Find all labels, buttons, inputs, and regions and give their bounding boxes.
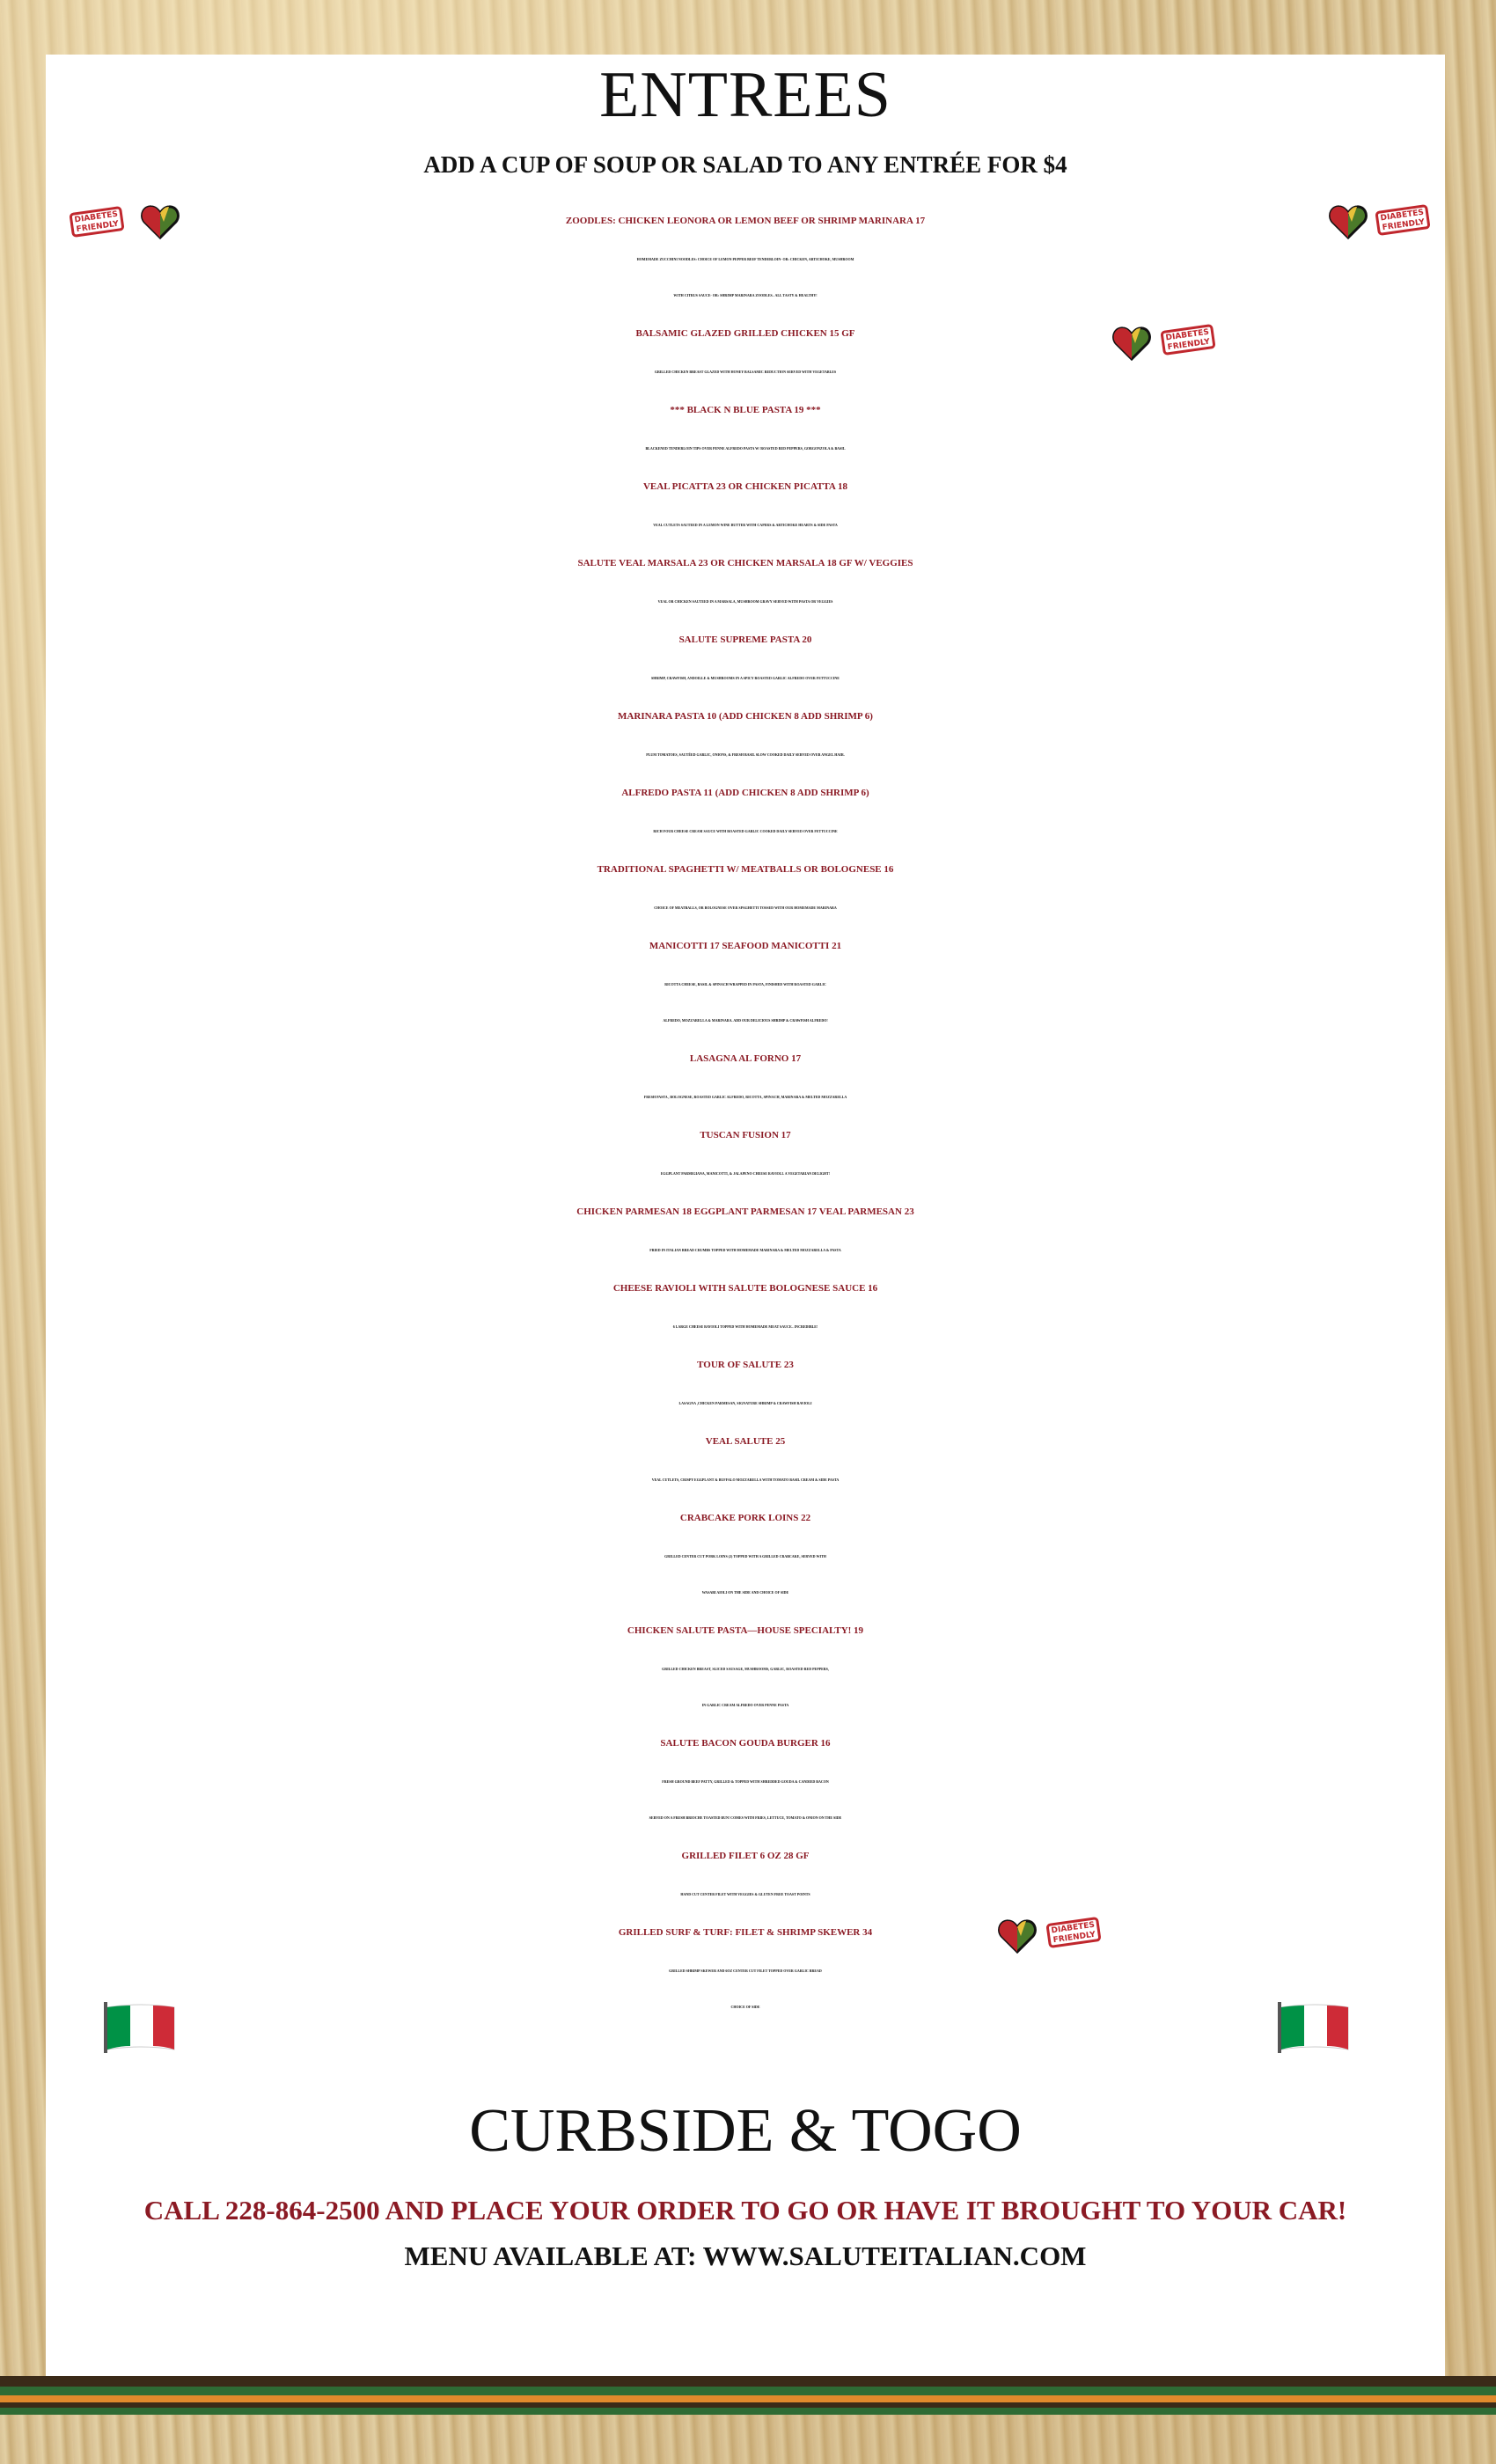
menu-item-description: VEAL CUTLETS, CRISPY EGGPLANT & BUFFALO MOZZARELLA WITH TOMATO BASIL CREAM & SIDE PASTA (651, 1478, 840, 1482)
page-subtitle: ADD A CUP OF SOUP OR SALAD TO ANY ENTRÉE FOR $4 (423, 151, 1067, 178)
menu-item-name: TRADITIONAL SPAGHETTI W/ MEATBALLS OR BOLOGNESE 16 (597, 864, 894, 875)
menu-item-description: FRESH PASTA , BOLOGNESE, ROASTED GARLIC ALFREDO, RICOTTA, SPINACH, MARINARA & MELTED MOZZARELLA (643, 1095, 847, 1099)
menu-item (46, 1192, 1445, 1268)
menu-item-description: 6 LARGE CHEESE RAVIOLI TOPPED WITH HOMEMADE MEAT SAUCE– INCREDIBLE! (672, 1324, 818, 1329)
menu-item-description: GRILLED SHRIMP SKEWER AND 6OZ CENTER CUT FILET TOPPED OVER GARLIC BREAD (669, 1969, 822, 1973)
menu-item-description: EGGPLANT PARMIGIANA, MANICOTTI, & JALAPENO CHEESE RAVIOLI. A VEGETARIAN DELIGHT! (660, 1171, 831, 1176)
menu-panel (46, 55, 1445, 2376)
menu-item (46, 696, 1445, 773)
menu-item (46, 390, 1445, 466)
menu-item-description: RICOTTA CHEESE, BASIL & SPINACH WRAPPED IN PASTA, FINISHED WITH ROASTED GARLIC (664, 982, 826, 986)
menu-item (46, 1268, 1445, 1345)
menu-item-description: WASABI AIOLI ON THE SIDE AND CHOICE OF SIDE (701, 1590, 789, 1595)
menu-item-description: WITH CITRUS SAUCE- OR: SHRIMP MARINARA ZOODLES– ALL TASTY & HEALTHY! (673, 293, 818, 297)
menu-item-description: CHOICE OF SIDE (730, 2005, 760, 2009)
menu-item (46, 1912, 1445, 2025)
menu-item-name: SALUTE BACON GOUDA BURGER 16 (660, 1738, 831, 1749)
menu-item (46, 1421, 1445, 1498)
menu-item (46, 313, 1445, 390)
menu-item-name: BALSAMIC GLAZED GRILLED CHICKEN 15 GF (635, 328, 855, 339)
menu-item-name: ZOODLES: CHICKEN LEONORA OR LEMON BEEF OR SHRIMP MARINARA 17 (565, 216, 926, 226)
menu-item-name: MANICOTTI 17 SEAFOOD MANICOTTI 21 (649, 941, 842, 951)
menu-item-description: LASAGNA ,CHICKEN PARMESAN, SIGNATURE SHRIMP & CRAWFISH RAVIOLI (678, 1401, 812, 1405)
menu-item (46, 849, 1445, 926)
menu-item-name: TUSCAN FUSION 17 (700, 1130, 791, 1140)
curbside-title: CURBSIDE & TOGO (469, 2097, 1022, 2165)
menu-item-description: HAND CUT CENTER FILET WITH VEGGIES & GLUTEN FREE TOAST POINTS (680, 1892, 810, 1896)
menu-item (46, 620, 1445, 696)
menu-item (46, 773, 1445, 849)
menu-item-name: ALFREDO PASTA 11 (ADD CHICKEN 8 ADD SHRIMP 6) (621, 788, 869, 798)
menu-item-name: CRABCAKE PORK LOINS 22 (679, 1513, 811, 1523)
menu-item (46, 201, 1445, 313)
menu-item-name: LASAGNA AL FORNO 17 (689, 1053, 802, 1064)
decorative-stripes (0, 2376, 1496, 2464)
heart-icon (1112, 326, 1151, 364)
menu-item-description: GRILLED CHICKEN BREAST GLAZED WITH HONEY BALSAMIC REDUCTION SERVED WITH VEGETABLES (654, 370, 837, 374)
menu-item (46, 543, 1445, 620)
heart-icon (998, 1918, 1037, 1957)
menu-item-name: CHEESE RAVIOLI WITH SALUTE BOLOGNESE SAUCE 16 (612, 1283, 878, 1294)
menu-item (46, 1723, 1445, 1836)
menu-item-name: GRILLED SURF & TURF: FILET & SHRIMP SKEWER 34 (618, 1927, 873, 1938)
menu-item-name: *** BLACK N BLUE PASTA 19 *** (670, 405, 821, 415)
page-title: ENTREES (599, 59, 891, 131)
menu-item-name: VEAL SALUTE 25 (705, 1436, 786, 1447)
menu-item-name: CHICKEN SALUTE PASTA—HOUSE SPECIALTY! 19 (627, 1625, 864, 1636)
menu-item-name: GRILLED FILET 6 OZ 28 GF (681, 1851, 810, 1861)
menu-item-description: SERVED ON A FRESH BRIOCHE TOASTED BUN! COMES WITH FRIES, LETTUCE, TOMATO & ONION ON THE SIDE (649, 1815, 842, 1820)
menu-item-description: GRILLED CENTER CUT PORK LOINS (2) TOPPED WITH A GRILLED CRABCAKE, SERVED WITH (664, 1554, 826, 1558)
menu-item-name: VEAL PICATTA 23 OR CHICKEN PICATTA 18 (642, 481, 848, 492)
italian-flag-icon (1278, 2002, 1352, 2053)
menu-item-description: VEAL OR CHICKEN SAUTEED IN A MARSALA, MUSHROOM GRAVY SERVED WITH PASTA OR VEGGIES (657, 599, 833, 604)
menu-item-name: CHICKEN PARMESAN 18 EGGPLANT PARMESAN 17 VEAL PARMESAN 23 (576, 1206, 914, 1217)
menu-item-description: IN GARLIC CREAM ALFREDO OVER PENNE PASTA (701, 1703, 789, 1707)
heart-icon (141, 204, 180, 243)
menu-item-description: VEAL CUTLETS SAUTEED IN A LEMON WINE BUTTER WITH CAPERS & ARTICHOKE HEARTS & SIDE PASTA (653, 523, 838, 527)
diabetes-friendly-badge: DIABETES FRIENDLY (1047, 1920, 1100, 1945)
menu-item-description: BLACKENED TENDERLOIN TIPS OVER PENNE ALFREDO PASTA W/ ROASTED RED PEPPERS, GORGONZOLA & BASIL (645, 446, 846, 451)
menu-item-name: SALUTE VEAL MARSALA 23 OR CHICKEN MARSALA 18 GF W/ VEGGIES (577, 558, 913, 568)
menu-item (46, 926, 1445, 1038)
menu-item-description: FRIED IN ITALIAN BREAD CRUMBS TOPPED WITH HOMEMADE MARINARA & MELTED MOZZARELLA & PASTA (649, 1248, 841, 1252)
menu-item-description: GRILLED CHICKEN BREAST, SLICED SAUSAGE, MUSHROOMS, GARLIC, ROASTED RED PEPPERS, (662, 1667, 829, 1671)
menu-item-name: SALUTE SUPREME PASTA 20 (678, 634, 812, 645)
menu-item (46, 466, 1445, 543)
diabetes-friendly-badge: DIABETES FRIENDLY (70, 209, 123, 234)
curbside-call-text: CALL 228-864-2500 AND PLACE YOUR ORDER TO GO OR HAVE IT BROUGHT TO YOUR CAR! (143, 2195, 1347, 2226)
menu-item (46, 1038, 1445, 1115)
menu-item (46, 1836, 1445, 1912)
menu-item-description: RICH FOUR CHEESE CREAM SAUCE WITH ROASTED GARLIC COOKED DAILY SERVED OVER FETTUCCINE (653, 829, 838, 833)
menu-item-description: PLUM TOMATOES, SAUTÉED GARLIC, ONIONS, & FRESH BASIL SLOW COOKED DAILY SERVED OVER ANGEL HAIR. (646, 752, 845, 757)
menu-item-description: ALFREDO, MOZZARELLA & MARINARA. ADD OUR DELICIOUS SHRIMP & CRAWFISH ALFREDO! (663, 1018, 828, 1023)
menu-item (46, 1610, 1445, 1723)
menu-website-text: MENU AVAILABLE AT: WWW.SALUTEITALIAN.COM (404, 2240, 1087, 2271)
menu-item-description: HOMEMADE ZUCCHINI NOODLES: CHOICE OF LEMON PEPPER BEEF TENDERLOIN- OR: CHICKEN, ARTICHOKE, MUSHROOM (636, 257, 854, 261)
menu-item-name: MARINARA PASTA 10 (ADD CHICKEN 8 ADD SHRIMP 6) (618, 711, 873, 722)
diabetes-friendly-badge: DIABETES FRIENDLY (1376, 208, 1429, 232)
menu-item (46, 1498, 1445, 1610)
menu-item (46, 1115, 1445, 1192)
entree-list (46, 201, 1445, 2025)
menu-item-description: SHRIMP, CRAWFISH, ANDOILLE & MUSHROOMS IN A SPICY ROASTED GARLIC ALFREDO OVER FETTUCCINE (651, 676, 840, 680)
heart-icon (1329, 204, 1368, 243)
menu-item (46, 1345, 1445, 1421)
menu-item-name: TOUR OF SALUTE 23 (697, 1360, 794, 1370)
menu-item-description: FRESH GROUND BEEF PATTY, GRILLED & TOPPED WITH SHREDDED GOUDA & CANDIED BACON (662, 1779, 829, 1784)
menu-item-description: CHOICE OF MEATBALLS, OR BOLOGNESE OVER SPAGHETTI TOSSED WITH OUR HOMEMADE MARINARA (654, 906, 837, 910)
italian-flag-icon (104, 2002, 178, 2053)
diabetes-friendly-badge: DIABETES FRIENDLY (1162, 327, 1214, 352)
